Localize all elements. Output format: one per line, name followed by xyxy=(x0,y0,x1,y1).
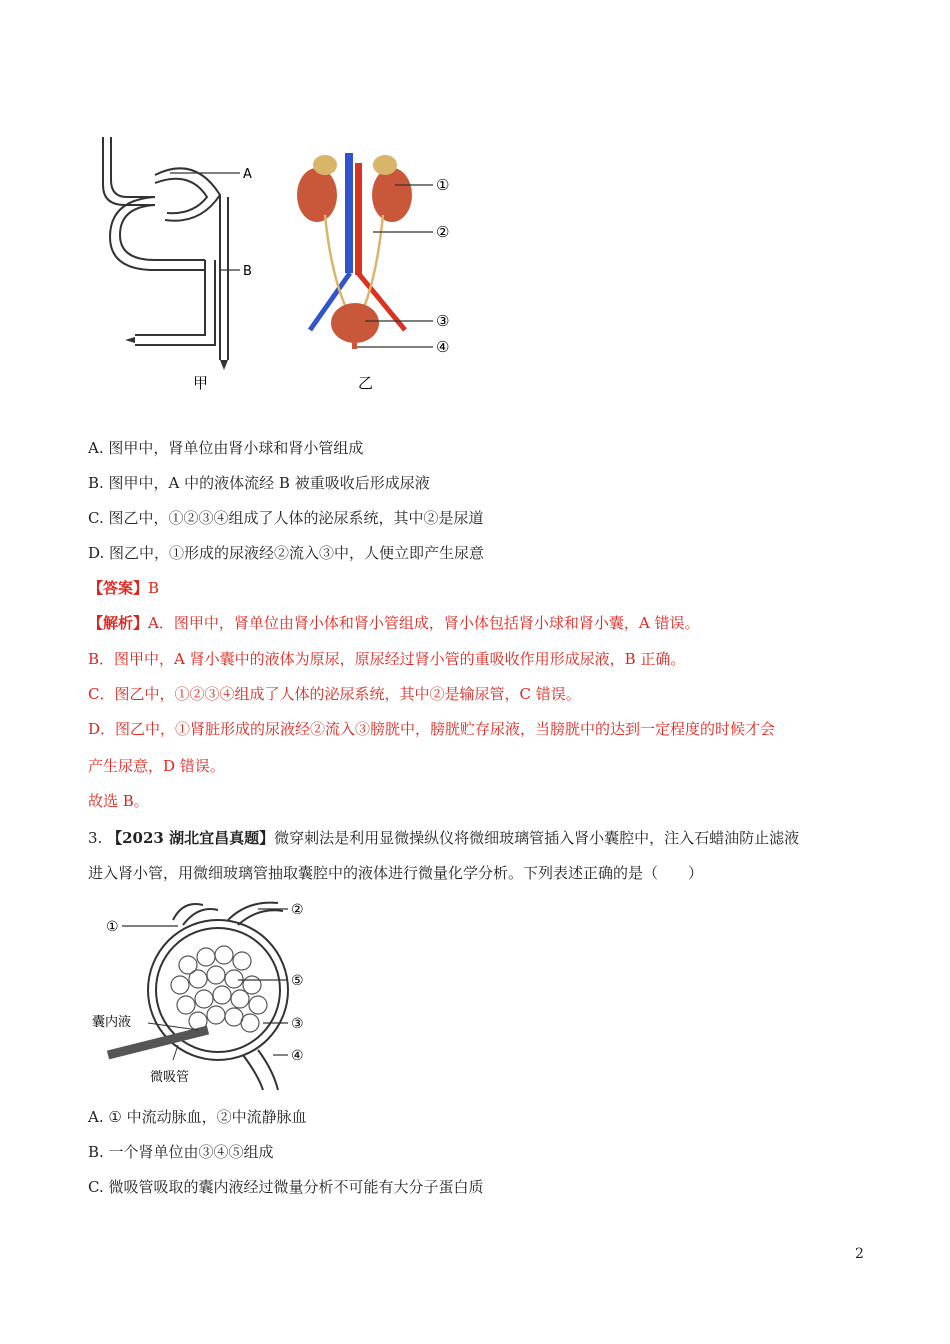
marker-3: ③ xyxy=(436,312,450,330)
label-micropipette: 微吸管 xyxy=(150,1070,190,1085)
marker-4: ④ xyxy=(436,338,450,356)
q2-option-d: D. 图乙中，①形成的尿液经②流入③中，人便立即产生尿意 xyxy=(88,544,485,562)
figure-nephron-urinary xyxy=(95,125,475,400)
fig2-marker-1: ① xyxy=(106,919,119,935)
q3-line-1 xyxy=(88,827,799,848)
analysis-text-a: A．图甲中，肾单位由肾小体和肾小管组成，肾小体包括肾小球和肾小囊，A 错误。 xyxy=(148,614,700,632)
analysis-line-b: B．图甲中，A 肾小囊中的液体为原尿，原尿经过肾小管的重吸收作用形成尿液，B 正确。 xyxy=(88,650,686,668)
q3-option-b: B. 一个肾单位由③④⑤组成 xyxy=(88,1143,274,1161)
label-b: B xyxy=(243,264,252,279)
q3-number: 3. xyxy=(88,829,108,847)
q2-option-a: A. 图甲中，肾单位由肾小球和肾小管组成 xyxy=(88,439,364,457)
label-capsule-fluid: 囊内液 xyxy=(92,1015,132,1030)
caption-jia: 甲 xyxy=(193,374,209,392)
page-number: 2 xyxy=(855,1246,864,1262)
q2-option-b: B. 图甲中，A 中的液体流经 B 被重吸收后形成尿液 xyxy=(88,474,430,492)
analysis-line-a xyxy=(88,612,699,633)
fig2-marker-4: ④ xyxy=(291,1048,304,1064)
q3-source: 【2023 湖北宜昌真题】 xyxy=(107,829,275,847)
fig2-marker-3: ③ xyxy=(291,1016,304,1032)
caption-yi: 乙 xyxy=(358,374,374,392)
answer-line xyxy=(88,577,159,598)
analysis-line-d-cont: 产生尿意，D 错误。 xyxy=(88,757,225,775)
q3-line-2: 进入肾小管，用微细玻璃管抽取囊腔中的液体进行微量化学分析。下列表述正确的是（ ） xyxy=(88,864,704,882)
analysis-label: 【解析】 xyxy=(88,614,149,632)
q3-option-a: A. ① 中流动脉血，②中流静脉血 xyxy=(88,1108,307,1126)
fig2-marker-5: ⑤ xyxy=(291,973,304,989)
capillary-loops xyxy=(171,946,267,1032)
marker-2: ② xyxy=(436,223,450,241)
figure-micropuncture xyxy=(88,895,328,1095)
label-a: A xyxy=(243,167,252,182)
q3-text-1: 微穿刺法是利用显微操纵仪将微细玻璃管插入肾小囊腔中，注入石蜡油防止滤液 xyxy=(274,829,800,847)
q3-option-c: C. 微吸管吸取的囊内液经过微量分析不可能有大分子蛋白质 xyxy=(88,1178,484,1196)
analysis-line-c: C．图乙中，①②③④组成了人体的泌尿系统，其中②是输尿管，C 错误。 xyxy=(88,685,581,703)
analysis-line-d: D．图乙中，①肾脏形成的尿液经②流入③膀胱中，膀胱贮存尿液，当膀胱中的达到一定程度的时候才会 xyxy=(88,720,776,738)
answer-label: 【答案】 xyxy=(88,579,149,597)
marker-1: ① xyxy=(436,176,450,194)
answer-value: B xyxy=(148,579,160,597)
urinary-system-diagram xyxy=(297,153,412,349)
fig2-marker-2: ② xyxy=(291,902,304,918)
q2-option-c: C. 图乙中，①②③④组成了人体的泌尿系统，其中②是尿道 xyxy=(88,509,484,527)
conclusion-line: 故选 B。 xyxy=(88,792,149,810)
nephron-diagram xyxy=(103,137,228,360)
